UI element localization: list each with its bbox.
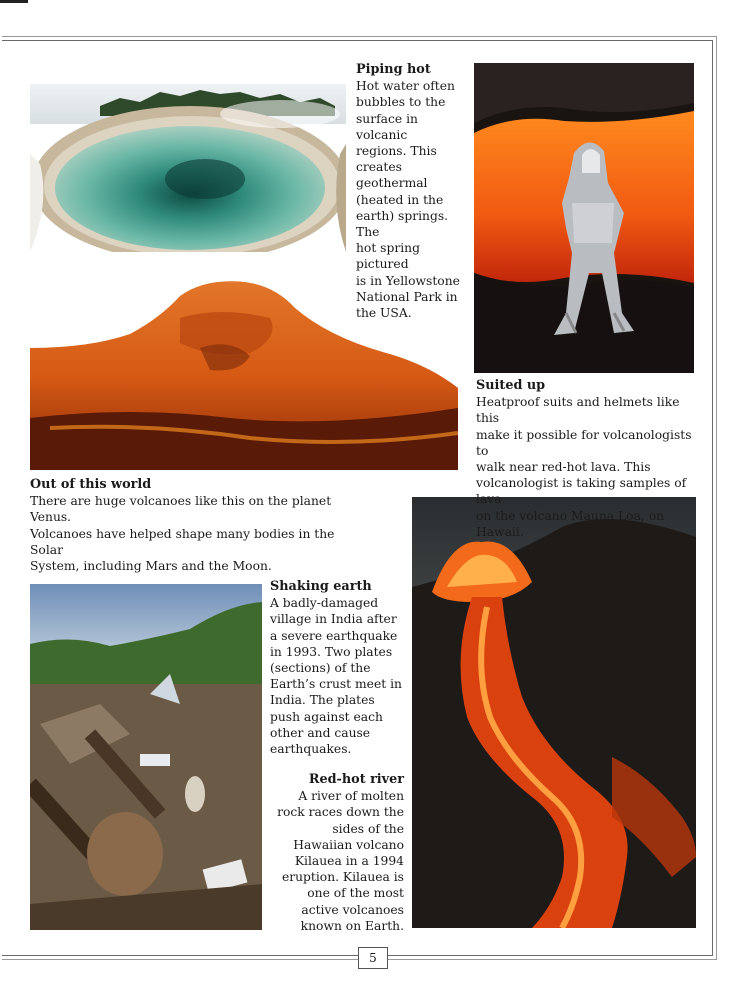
caption-line: eruption. Kilauea is — [281, 870, 404, 885]
caption-line: System, including Mars and the Moon. — [30, 559, 272, 574]
caption-line: is in Yellowstone — [356, 273, 460, 288]
caption-line: Hawaiian volcano — [293, 837, 404, 852]
caption-line: Kilauea in a 1994 — [294, 854, 404, 869]
caption-line: Earth’s crust meet in — [270, 677, 402, 692]
earthquake-village-photo — [30, 584, 262, 930]
caption-line: earth) springs. The — [356, 208, 449, 240]
caption-line: other and cause — [270, 725, 371, 740]
caption-line: bubbles to the — [356, 95, 446, 110]
caption-line: walk near red-hot lava. This — [476, 460, 651, 475]
caption-line: rock races down the — [277, 805, 404, 820]
volcanologist-photo — [474, 63, 694, 373]
caption-title: Piping hot — [356, 62, 431, 77]
caption-suited-up — [476, 378, 706, 540]
caption-out-of-this-world — [30, 477, 370, 574]
caption-line: creates geothermal — [356, 160, 428, 191]
caption-line: surface in volcanic — [356, 111, 418, 142]
caption-title: Red-hot river — [308, 772, 404, 787]
page-number: 5 — [358, 947, 388, 969]
caption-title: Shaking earth — [270, 579, 372, 594]
caption-line: on the volcano Mauna Loa, on Hawaii. — [476, 508, 665, 539]
corner-mark — [0, 0, 28, 3]
caption-piping-hot — [356, 62, 468, 321]
caption-line: in 1993. Two plates — [270, 644, 393, 659]
caption-title: Out of this world — [30, 477, 152, 492]
caption-line: the USA. — [356, 306, 412, 321]
caption-title: Suited up — [476, 378, 546, 393]
caption-line: village in India after — [270, 612, 397, 627]
caption-line: active volcanoes — [301, 902, 404, 917]
caption-line: Heatproof suits and helmets like this — [476, 395, 680, 426]
caption-line: volcanologist is taking samples of lava — [476, 476, 687, 507]
caption-line: Hot water often — [356, 79, 455, 94]
caption-line: sides of the — [332, 821, 404, 836]
caption-shaking-earth — [270, 579, 404, 757]
lava-river-photo — [412, 497, 696, 928]
caption-line: There are huge volcanoes like this on the planet Venus. — [30, 494, 332, 525]
caption-line: regions. This — [356, 144, 437, 159]
caption-line: India. The plates — [270, 693, 375, 708]
caption-line: A river of molten — [298, 789, 404, 804]
caption-line: (sections) of the — [270, 661, 371, 676]
caption-line: earthquakes. — [270, 742, 352, 757]
caption-line: one of the most — [307, 886, 404, 901]
caption-line: Volcanoes have helped shape many bodies in the Solar — [30, 526, 335, 557]
caption-line: hot spring pictured — [356, 241, 420, 272]
caption-line: A badly-damaged — [270, 596, 379, 611]
caption-red-hot-river — [268, 772, 404, 934]
caption-line: known on Earth. — [300, 918, 404, 933]
caption-line: a severe earthquake — [270, 628, 398, 643]
caption-line: National Park in — [356, 289, 458, 304]
caption-line: make it possible for volcanologists to — [476, 427, 692, 458]
caption-line: push against each — [270, 709, 383, 724]
caption-line: (heated in the — [356, 192, 444, 207]
hot-spring-photo — [30, 84, 346, 252]
